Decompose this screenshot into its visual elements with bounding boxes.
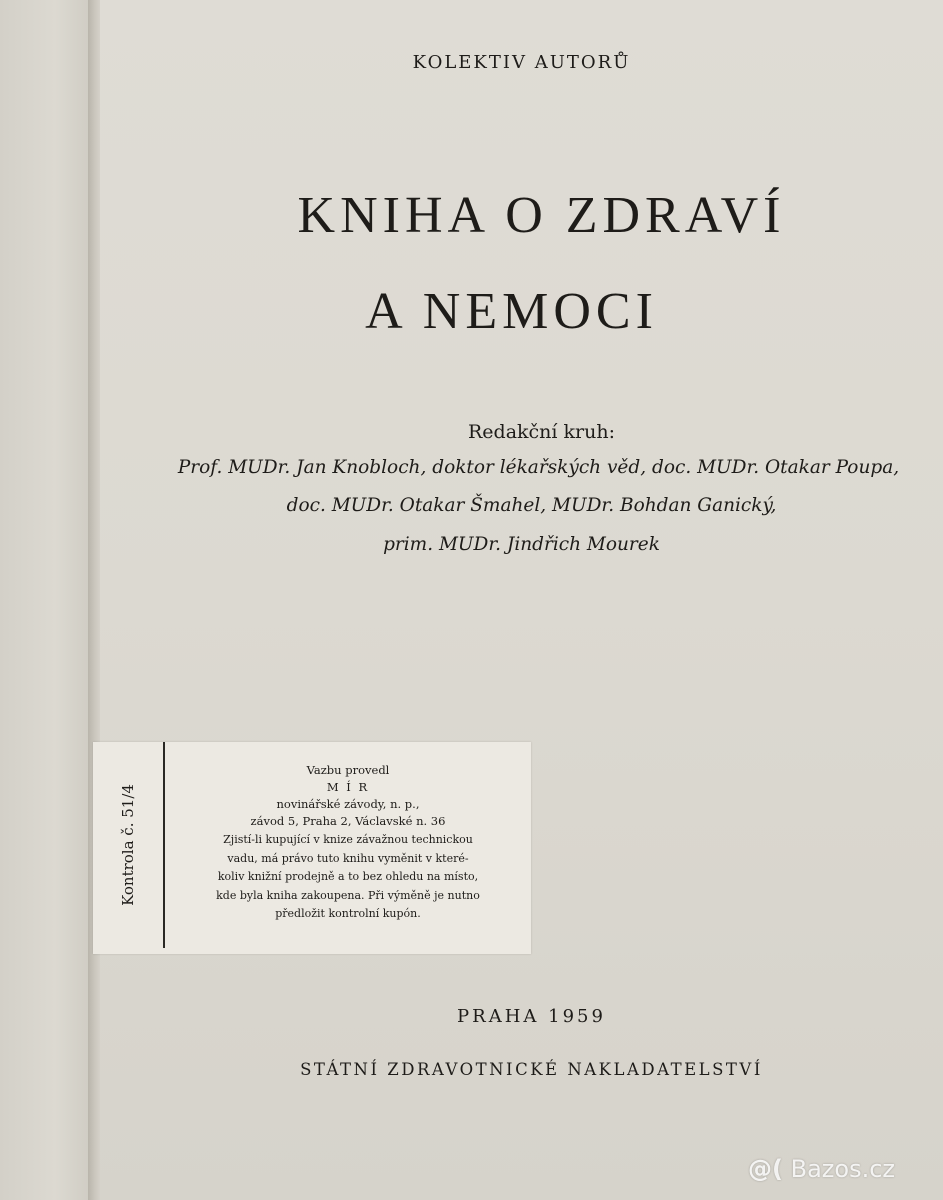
place-year: PRAHA 1959 — [457, 1006, 606, 1027]
control-label-slip — [93, 742, 531, 954]
authors-line: KOLEKTIV AUTORŮ — [412, 52, 631, 73]
binder-address: závod 5, Praha 2, Václavské n. 36 — [250, 814, 446, 828]
book-title-line-1: KNIHA O ZDRAVÍ — [297, 187, 786, 244]
watermark-symbol: @( — [748, 1155, 783, 1183]
binder-name: M Í R — [326, 780, 370, 794]
watermark-text: Bazos.cz — [790, 1155, 895, 1183]
publisher: STÁTNÍ ZDRAVOTNICKÉ NAKLADATELSTVÍ — [300, 1060, 763, 1079]
left-page — [0, 0, 92, 1200]
control-number: Kontrola č. 51/4 — [119, 784, 137, 906]
watermark — [748, 1155, 895, 1183]
binding-text: Vazbu provedl — [306, 763, 390, 777]
book-title-line-2: A NEMOCI — [365, 283, 658, 340]
notice-line-2: vadu, má právo tuto knihu vyměnit v které- — [227, 851, 469, 865]
editorial-board-label: Redakční kruh: — [467, 421, 616, 443]
binder-description: novinářské závody, n. p., — [276, 797, 420, 811]
label-body — [165, 762, 531, 923]
notice-line-1: Zjistí-li kupující v knize závažnou technickou — [223, 833, 473, 846]
notice-line-5: předložit kontrolní kupón. — [275, 907, 421, 920]
notice-line-4: kde byla kniha zakoupena. Při výměně je nutno — [216, 888, 480, 902]
editors-line-1: Prof. MUDr. Jan Knobloch, doktor lékařských věd, doc. MUDr. Otakar Poupa, — [177, 457, 900, 478]
editors-line-2: doc. MUDr. Otakar Šmahel, MUDr. Bohdan Ganický, — [286, 495, 777, 516]
notice-line-3: koliv knižní prodejně a to bez ohledu na místo, — [217, 870, 479, 883]
editors-line-3: prim. MUDr. Jindřich Mourek — [383, 534, 660, 555]
